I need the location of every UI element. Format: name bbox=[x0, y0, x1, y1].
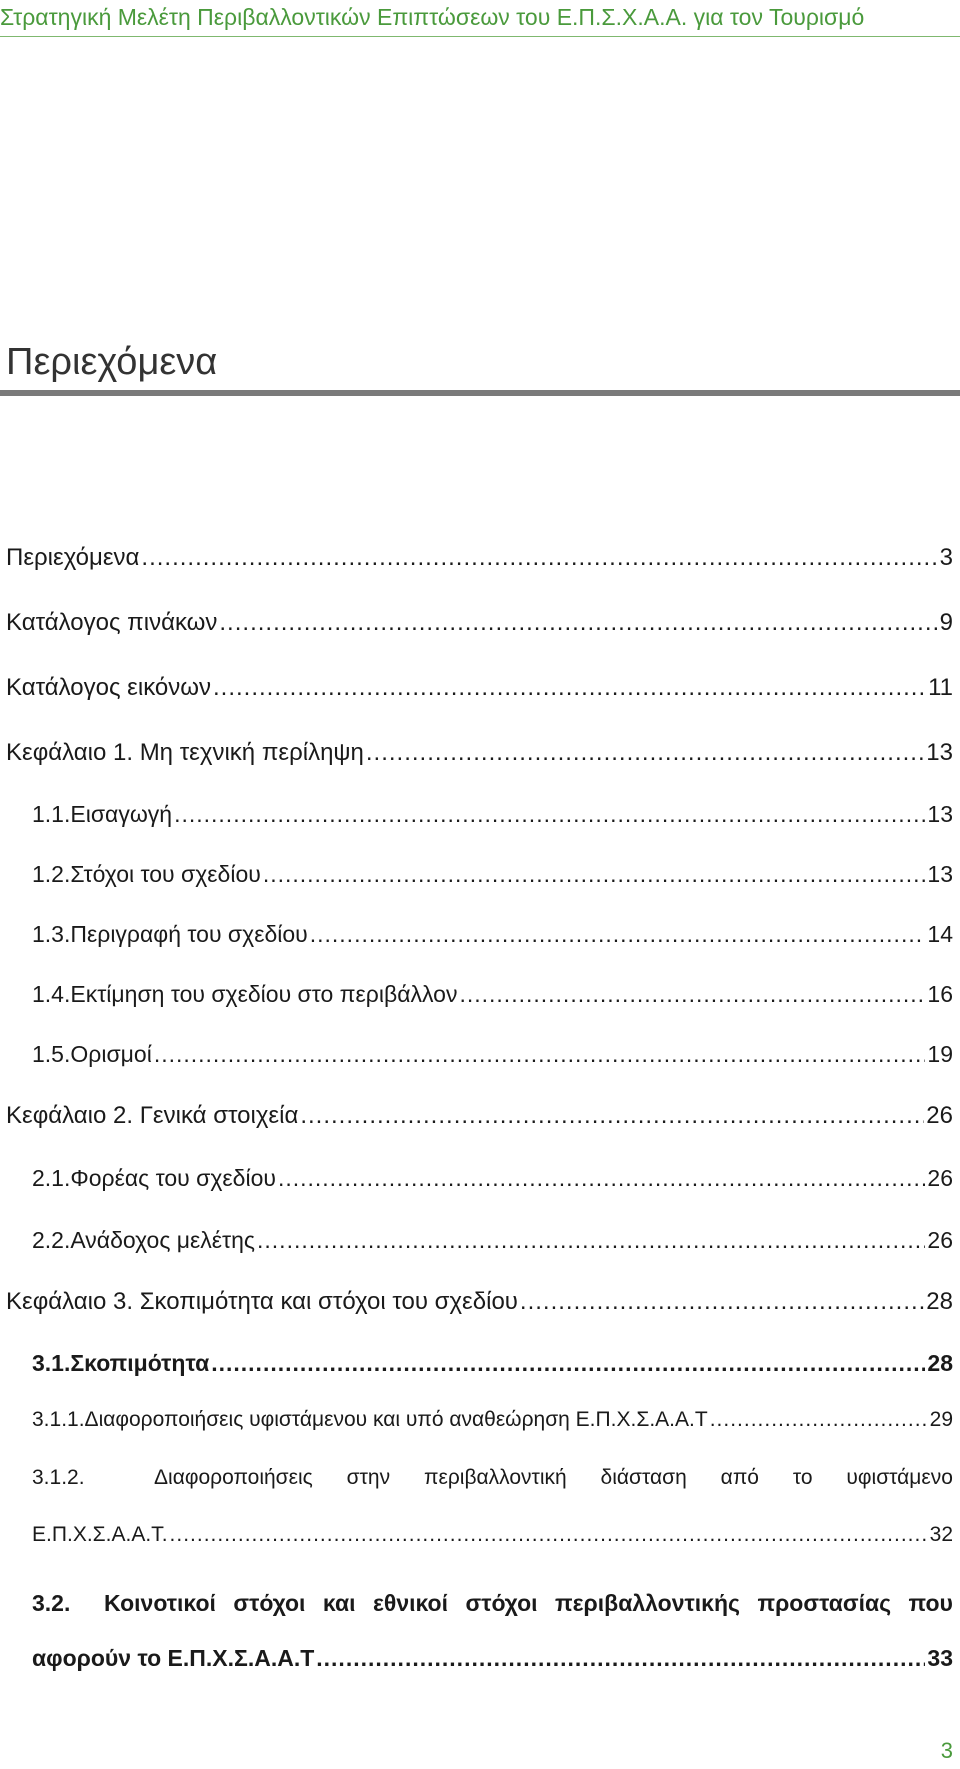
toc-entry[interactable] bbox=[32, 1227, 953, 1254]
toc-entry-page: 29 bbox=[929, 1408, 953, 1431]
toc-entry-number: 1.1. bbox=[32, 801, 71, 827]
toc-entry[interactable] bbox=[6, 544, 953, 572]
toc-leader-dots bbox=[300, 1102, 924, 1130]
toc-leader-dots bbox=[211, 1350, 925, 1377]
toc-entry-title bbox=[154, 1466, 953, 1490]
toc-entry-page: 9 bbox=[939, 609, 953, 636]
toc-entry-title: Περιγραφή του σχεδίου bbox=[70, 921, 308, 947]
running-header: Στρατηγική Μελέτη Περιβαλλοντικών Επιπτώσεων του Ε.Π.Σ.Χ.Α.Α. για τον Τουρισμό bbox=[0, 4, 865, 30]
toc-entry-number: 2.2. bbox=[32, 1227, 71, 1253]
title-word: από bbox=[720, 1466, 759, 1489]
toc-leader-dots bbox=[310, 921, 926, 948]
toc-entry-title: Ορισμοί bbox=[70, 1041, 152, 1067]
toc-leader-dots bbox=[141, 544, 937, 572]
toc-entry[interactable] bbox=[32, 1165, 953, 1192]
toc-entry-number: 3.1.1. bbox=[32, 1408, 85, 1431]
toc-entry[interactable] bbox=[32, 1350, 953, 1377]
toc-entry-number: 2.1. bbox=[32, 1165, 71, 1191]
toc-entry-title: Κεφάλαιο 3. Σκοπιμότητα και στόχοι του σχεδίου bbox=[6, 1288, 518, 1315]
toc-entry-page: 26 bbox=[927, 1227, 953, 1253]
toc-entry[interactable] bbox=[32, 861, 953, 888]
toc-entry[interactable] bbox=[32, 801, 953, 828]
toc-entry[interactable] bbox=[32, 1590, 953, 1617]
title-word: προστασίας bbox=[757, 1590, 892, 1616]
title-rule bbox=[0, 390, 960, 396]
title-word: υφιστάμενο bbox=[846, 1466, 953, 1489]
title-word: περιβαλλοντικής bbox=[555, 1590, 740, 1616]
toc-leader-dots bbox=[154, 1041, 926, 1068]
toc-entry-page: 16 bbox=[927, 981, 953, 1007]
toc-entry-page: 13 bbox=[926, 739, 953, 766]
toc-entry-number: 3.2. bbox=[32, 1590, 71, 1616]
toc-entry[interactable] bbox=[6, 609, 953, 637]
toc-entry[interactable] bbox=[6, 1288, 953, 1316]
toc-leader-dots bbox=[366, 739, 924, 767]
toc-entry-title: Περιεχόμενα bbox=[6, 544, 140, 571]
toc-leader-dots bbox=[520, 1288, 924, 1316]
toc-entry-page: 33 bbox=[927, 1645, 953, 1671]
toc-leader-dots bbox=[213, 674, 926, 702]
toc-entry[interactable] bbox=[32, 1466, 953, 1490]
toc-entry-continuation[interactable] bbox=[32, 1645, 953, 1672]
toc-entry-page: 19 bbox=[927, 1041, 953, 1067]
toc-entry[interactable] bbox=[32, 1408, 953, 1432]
toc-entry-title: Εισαγωγή bbox=[70, 801, 173, 827]
toc-entry[interactable] bbox=[32, 1041, 953, 1068]
toc-leader-dots bbox=[263, 861, 926, 888]
toc-entry-title-cont: αφορούν το Ε.Π.Χ.Σ.Α.Α.Τ bbox=[32, 1645, 315, 1671]
toc-entry-title: Εκτίμηση του σχεδίου στο περιβάλλον bbox=[70, 981, 458, 1007]
title-word: περιβαλλοντική bbox=[423, 1466, 567, 1489]
toc-entry-number: 3.1. bbox=[32, 1350, 71, 1376]
title-word: εθνικοί bbox=[372, 1590, 448, 1616]
toc-entry-title: Κατάλογος εικόνων bbox=[6, 674, 211, 701]
title-word: Κοινοτικοί bbox=[104, 1590, 216, 1616]
toc-entry-number: 1.4. bbox=[32, 981, 71, 1007]
toc-leader-dots bbox=[278, 1165, 925, 1192]
title-word: στόχοι bbox=[465, 1590, 538, 1616]
toc-entry-page: 32 bbox=[929, 1523, 953, 1546]
toc-entry-page: 11 bbox=[928, 674, 953, 701]
toc-leader-dots bbox=[710, 1408, 928, 1432]
toc-entry-number: 3.1.2. bbox=[32, 1466, 85, 1489]
title-word: διάσταση bbox=[600, 1466, 687, 1489]
toc-entry-title: Σκοπιμότητα bbox=[70, 1350, 210, 1376]
toc-entry-title-cont: Ε.Π.Χ.Σ.Α.Α.Τ. bbox=[32, 1523, 168, 1546]
page-title: Περιεχόμενα bbox=[6, 341, 218, 384]
toc-entry-page: 13 bbox=[927, 861, 953, 887]
toc-entry-page: 28 bbox=[927, 1350, 953, 1376]
toc-entry[interactable] bbox=[6, 1102, 953, 1130]
toc-entry[interactable] bbox=[6, 674, 953, 702]
toc-entry-number: 1.3. bbox=[32, 921, 71, 947]
toc-entry-continuation[interactable] bbox=[32, 1523, 953, 1547]
toc-entry-number: 1.5. bbox=[32, 1041, 71, 1067]
toc-entry-page: 28 bbox=[926, 1288, 953, 1315]
toc-leader-dots bbox=[174, 801, 925, 828]
toc-entry-title: Κεφάλαιο 2. Γενικά στοιχεία bbox=[6, 1102, 299, 1129]
title-word: Διαφοροποιήσεις bbox=[154, 1466, 313, 1489]
toc-entry-title: Κατάλογος πινάκων bbox=[6, 609, 218, 636]
toc-entry-page: 3 bbox=[939, 544, 953, 571]
toc-entry-title: Στόχοι του σχεδίου bbox=[70, 861, 261, 887]
toc-entry-title: Κεφάλαιο 1. Μη τεχνική περίληψη bbox=[6, 739, 364, 766]
title-word: που bbox=[908, 1590, 953, 1616]
toc-leader-dots bbox=[316, 1645, 925, 1672]
toc-leader-dots bbox=[257, 1227, 925, 1254]
toc-entry[interactable] bbox=[32, 921, 953, 948]
toc-entry-page: 14 bbox=[927, 921, 953, 947]
toc-leader-dots bbox=[170, 1523, 928, 1547]
toc-entry[interactable] bbox=[32, 981, 953, 1008]
title-word: στόχοι bbox=[233, 1590, 306, 1616]
toc-entry-title: Διαφοροποιήσεις υφιστάμενου και υπό αναθεώρηση Ε.Π.Χ.Σ.Α.Α.Τ bbox=[84, 1408, 708, 1431]
title-word: στην bbox=[346, 1466, 391, 1489]
toc-leader-dots bbox=[219, 609, 937, 637]
toc-entry-page: 13 bbox=[927, 801, 953, 827]
toc-entry-title bbox=[104, 1590, 953, 1617]
toc-leader-dots bbox=[459, 981, 925, 1008]
header-rule bbox=[0, 36, 960, 37]
page-number: 3 bbox=[940, 1738, 953, 1763]
toc-entry-number: 1.2. bbox=[32, 861, 71, 887]
title-word: και bbox=[322, 1590, 356, 1616]
toc-entry[interactable] bbox=[6, 739, 953, 767]
toc-entry-title: Ανάδοχος μελέτης bbox=[70, 1227, 256, 1253]
toc-entry-page: 26 bbox=[927, 1165, 953, 1191]
toc-entry-page: 26 bbox=[926, 1102, 953, 1129]
toc-entry-title: Φορέας του σχεδίου bbox=[70, 1165, 276, 1191]
title-word: το bbox=[792, 1466, 813, 1489]
